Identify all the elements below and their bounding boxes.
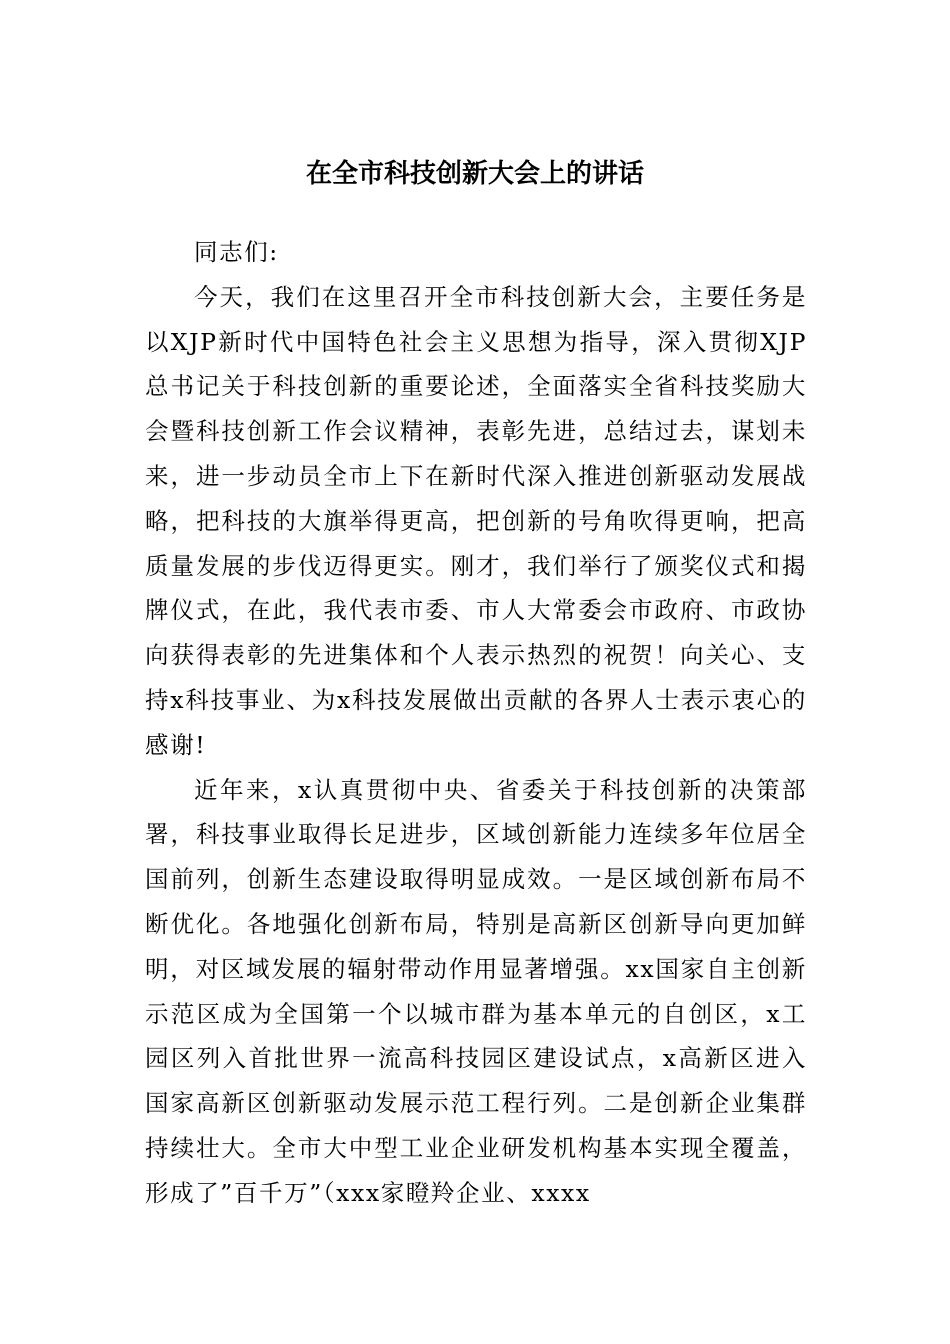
- paragraph-opening: 今天，我们在这里召开全市科技创新大会，主要任务是以XJP新时代中国特色社会主义思想为指导，深入贯彻XJP总书记关于科技创新的重要论述，全面落实全省科技奖励大会暨科技创新工作会议精神，表彰先进，总结过去，谋划未来，进一步动员全市上下在新时代深入推进创新驱动发展战略，把科技的大旗举得更高，把创新的号角吹得更响，把高质量发展的步伐迈得更实。刚才，我们举行了颁奖仪式和揭牌仪式，在此，我代表市委、市人大常委会市政府、市政协向获得表彰的先进集体和个人表示热烈的祝贺！向关心、支持x科技事业、为x科技发展做出贡献的各界人士表示衷心的感谢!: [145, 282, 807, 759]
- document-body: [145, 230, 807, 1216]
- document-title: 在全市科技创新大会上的讲话: [305, 159, 644, 189]
- salutation: 同志们:: [194, 238, 279, 266]
- paragraph-achievements: 近年来，x认真贯彻中央、省委关于科技创新的决策部署，科技事业取得长足进步，区域创新能力连续多年位居全国前列，创新生态建设取得明显成效。一是区域创新布局不断优化。各地强化创新布局，特别是高新区创新导向更加鲜明，对区域发展的辐射带动作用显著增强。xx国家自主创新示范区成为全国第一个以城市群为基本单元的自创区，x工园区列入首批世界一流高科技园区建设试点，x高新区进入国家高新区创新驱动发展示范工程行列。二是创新企业集群持续壮大。全市大中型工业企业研发机构基本实现全覆盖，形成了”百千万”（xxx家瞪羚企业、xxxx: [145, 775, 807, 1207]
